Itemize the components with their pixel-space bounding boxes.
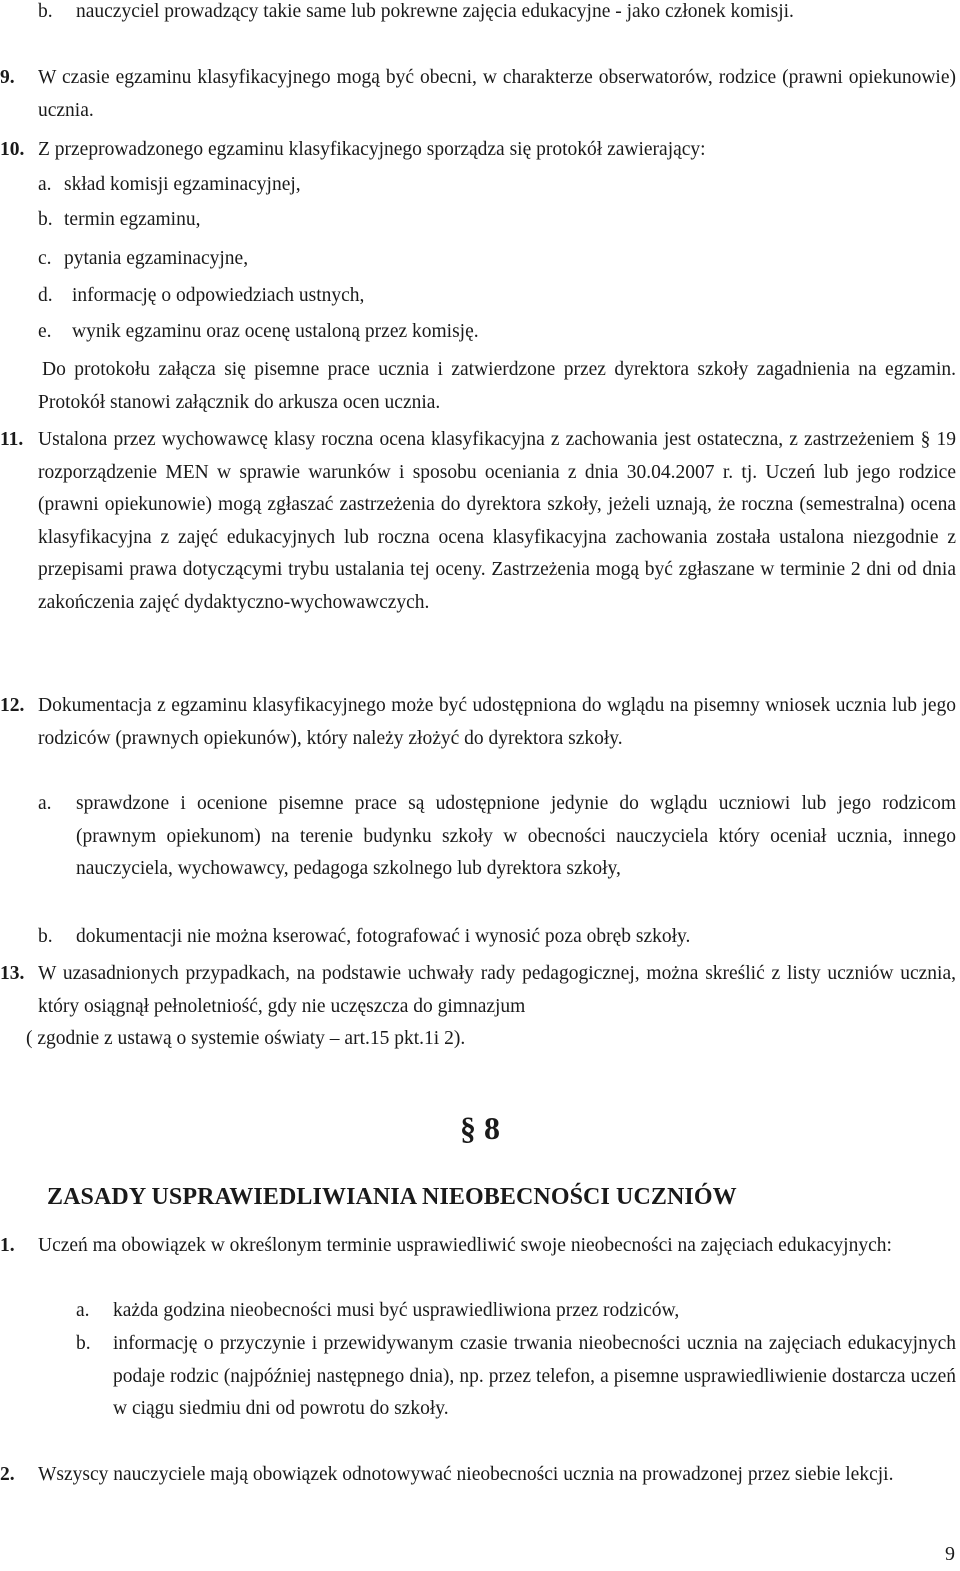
item-text: sprawdzone i ocenione pisemne prace są udostępnione jedynie do wglądu uczniowi lub jego rodzicom (prawnym opiekunom) na terenie budynku szkoły w obecności nauczyciela który oceniał ucznia, innego nauczyciela, wychowawcy, pedagoga szkolnego lub dyrektora szkoły, <box>76 793 956 880</box>
item-text: termin egzaminu, <box>64 209 201 230</box>
item-text: informację o przyczynie i przewidywanym czasie trwania nieobecności ucznia na zajęciach edukacyjnych podaje rodzic (najpóźniej następnego dnia), np. przez telefon, a pisemne usprawiedliwienie dostarcza uczeń w ciągu siedmiu dni od powrotu do szkoły. <box>113 1333 956 1420</box>
item-text: dokumentacji nie można kserować, fotografować i wynosić poza obręb szkoły. <box>76 926 691 947</box>
page-number: 9 <box>945 1543 955 1565</box>
paragraph-9 <box>0 62 956 127</box>
paragraph-s1 <box>0 1230 956 1263</box>
paragraph-10 <box>0 134 956 167</box>
list-item <box>76 1295 956 1328</box>
paragraph-number: 1. <box>0 1235 15 1256</box>
paragraph-text: Z przeprowadzonego egzaminu klasyfikacyjnego sporządza się protokół zawierający: <box>38 139 706 160</box>
section-title: ZASADY USPRAWIEDLIWIANIA NIEOBECNOŚCI UCZNIÓW <box>47 1184 737 1210</box>
paragraph-number: 13. <box>0 963 25 984</box>
list-item <box>38 204 638 237</box>
legal-basis-note: ( zgodnie z ustawą o systemie oświaty – art.15 pkt.1i 2). <box>26 1028 466 1049</box>
item-letter: b. <box>38 1 53 22</box>
list-item <box>38 788 956 886</box>
item-text: nauczyciel prowadzący takie same lub pokrewne zajęcia edukacyjne - jako członek komisji. <box>76 1 794 22</box>
item-text: każda godzina nieobecności musi być usprawiedliwiona przez rodziców, <box>113 1300 680 1321</box>
protocol-note: Do protokołu załącza się pisemne prace ucznia i zatwierdzone przez dyrektora szkoły zagadnienia na egzamin. Protokół stanowi załącznik do arkusza ocen ucznia. <box>38 359 956 413</box>
list-item <box>38 0 956 29</box>
list-item <box>38 169 638 202</box>
item-text: wynik egzaminu oraz ocenę ustaloną przez komisję. <box>72 321 479 342</box>
list-item <box>38 921 956 954</box>
item-letter: a. <box>38 793 52 814</box>
list-item <box>38 316 738 349</box>
list-item <box>76 1328 956 1426</box>
paragraph-number: 9. <box>0 67 15 88</box>
paragraph-number: 12. <box>0 695 25 716</box>
paragraph-text: Wszyscy nauczyciele mają obowiązek odnotowywać nieobecności ucznia na prowadzonej przez siebie lekcji. <box>38 1464 894 1485</box>
paragraph-13 <box>0 958 956 1023</box>
item-text: skład komisji egzaminacyjnej, <box>64 174 301 195</box>
paragraph-number: 11. <box>0 429 24 450</box>
item-letter: b. <box>38 926 53 947</box>
paragraph-text: Uczeń ma obowiązek w określonym terminie usprawiedliwić swoje nieobecności na zajęciach edukacyjnych: <box>38 1235 892 1256</box>
item-letter: b. <box>38 209 53 230</box>
paragraph-12 <box>0 690 956 755</box>
item-letter: c. <box>38 248 52 269</box>
item-letter: e. <box>38 321 52 342</box>
list-item <box>38 280 638 313</box>
item-letter: d. <box>38 285 53 306</box>
paragraph-text: Ustalona przez wychowawcę klasy roczna ocena klasyfikacyjna z zachowania jest ostateczna, z zastrzeżeniem § 19 rozporządzenie MEN w sprawie warunków i sposobu oceniania z dnia 30.04.2007 r. tj. Uczeń lub jego rodzice (prawni opiekunowie) mogą zgłaszać zastrzeżenia do dyrektora szkoły, jeżeli uznają, że roczna (semestralna) ocena klasyfikacyjna z zajęć edukacyjnych lub roczna ocena klasyfikacyjna zachowania została ustalona niezgodnie z przepisami prawa dotyczącymi trybu ustalania tej oceny. Zastrzeżenia mogą być zgłaszane w terminie 2 dni od dnia zakończenia zajęć dydaktyczno-wychowawczych. <box>38 429 956 613</box>
paragraph-s2 <box>0 1459 956 1492</box>
item-letter: b. <box>76 1333 91 1354</box>
item-letter: a. <box>76 1300 90 1321</box>
item-letter: a. <box>38 174 52 195</box>
section-sign: § 8 <box>460 1110 500 1146</box>
list-item <box>38 243 638 276</box>
paragraph-11 <box>0 424 956 620</box>
paragraph-number: 2. <box>0 1464 15 1485</box>
paragraph-text: Dokumentacja z egzaminu klasyfikacyjnego może być udostępniona do wglądu na pisemny wniosek ucznia lub jego rodziców (prawnych opiekunów), który należy złożyć do dyrektora szkoły. <box>38 695 956 749</box>
paragraph-number: 10. <box>0 139 25 160</box>
paragraph-text: W czasie egzaminu klasyfikacyjnego mogą być obecni, w charakterze obserwatorów, rodzice (prawni opiekunowie) ucznia. <box>38 67 956 121</box>
item-text: pytania egzaminacyjne, <box>64 248 249 269</box>
paragraph-text: W uzasadnionych przypadkach, na podstawie uchwały rady pedagogicznej, można skreślić z listy uczniów ucznia, który osiągnął pełnoletniość, gdy nie uczęszcza do gimnazjum <box>38 963 956 1017</box>
item-text: informację o odpowiedziach ustnych, <box>72 285 365 306</box>
